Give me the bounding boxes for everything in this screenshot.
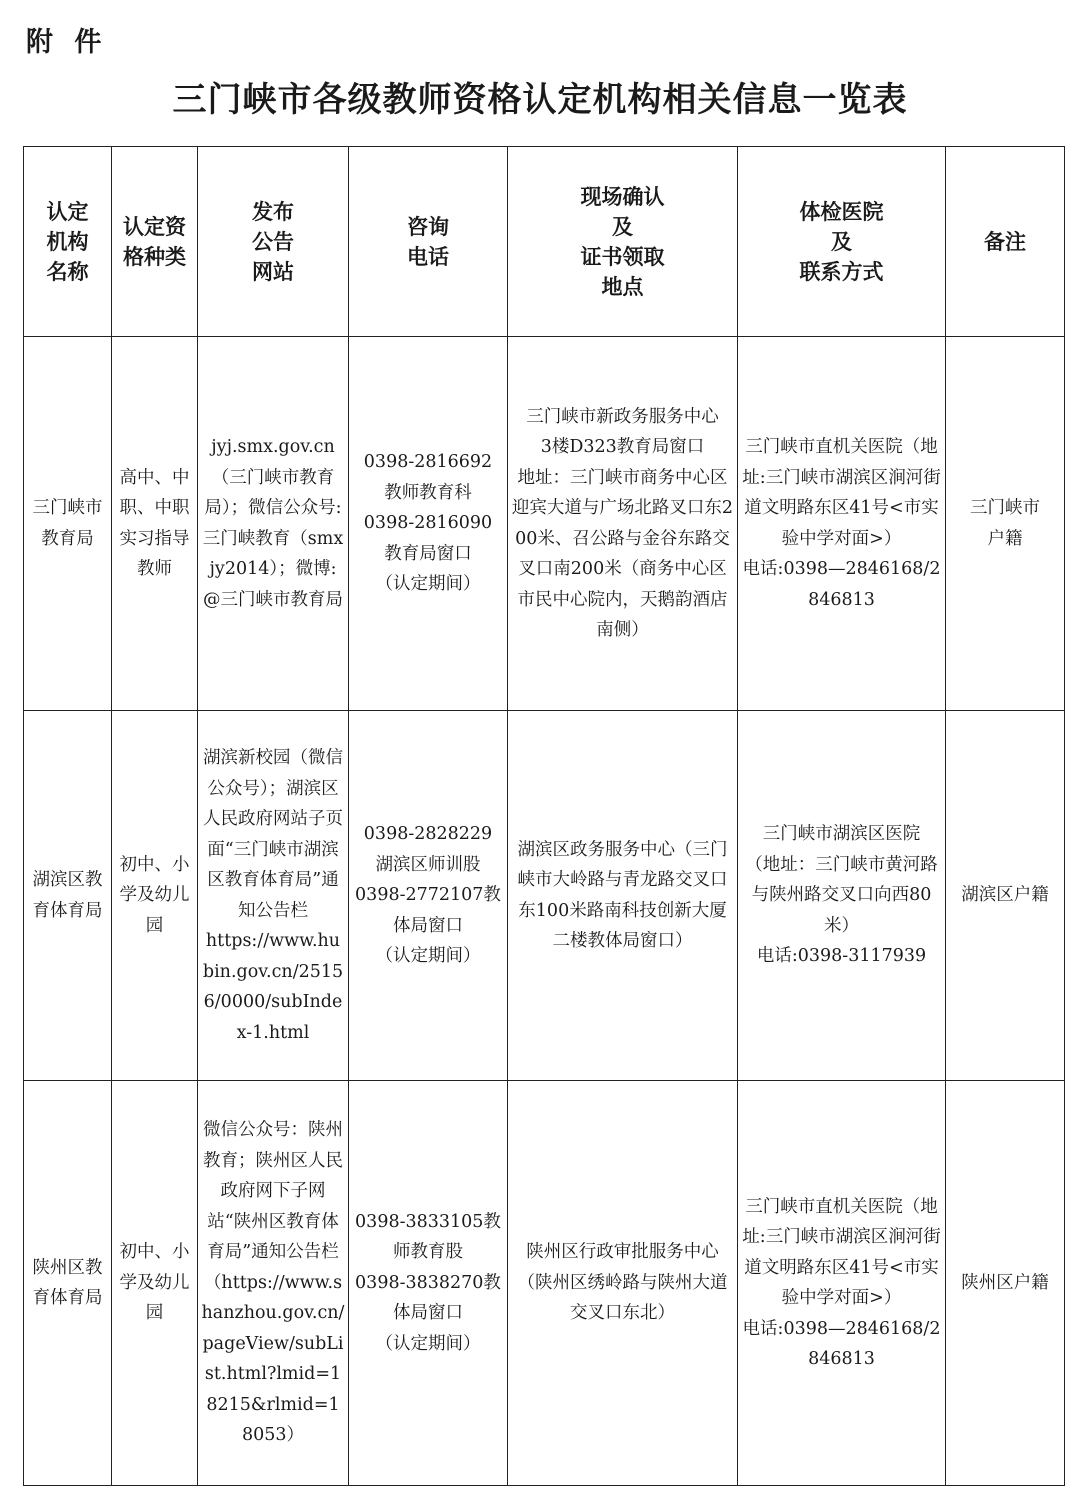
header-remark: 备注 [946, 147, 1065, 337]
table-row [24, 711, 1065, 1081]
table-row [24, 337, 1065, 711]
header-confirmation-location: 现场确认 及 证书领取 地点 [508, 147, 738, 337]
cell-location: 湖滨区政务服务中心（三门峡市大岭路与青龙路交叉口东100米路南科技创新大厦二楼教体局窗口） [508, 711, 738, 1081]
header-consult-phone: 咨询 电话 [349, 147, 508, 337]
cell-category: 初中、小 学及幼儿 园 [112, 711, 198, 1081]
table-row [24, 1081, 1065, 1486]
cell-agency: 湖滨区教 育体育局 [24, 711, 112, 1081]
header-qualification-type: 认定资 格种类 [112, 147, 198, 337]
certification-info-table [23, 146, 1065, 1486]
cell-location: 陕州区行政审批服务中心 （陕州区绣岭路与陕州大道交叉口东北） [508, 1081, 738, 1486]
cell-hospital: 三门峡市直机关医院（地址:三门峡市湖滨区涧河街道文明路东区41号<市实验中学对面>） 电话:0398—2846168/2846813 [738, 1081, 946, 1486]
header-agency-name: 认定 机构 名称 [24, 147, 112, 337]
cell-remark: 陕州区户籍 [946, 1081, 1065, 1486]
cell-phone: 0398-2828229 湖滨区师训股 0398-2772107教体局窗口 （认定期间） [349, 711, 508, 1081]
cell-hospital: 三门峡市直机关医院（地址:三门峡市湖滨区涧河街道文明路东区41号<市实验中学对面>） 电话:0398—2846168/2846813 [738, 337, 946, 711]
cell-remark: 三门峡市 户籍 [946, 337, 1065, 711]
cell-website: 微信公众号：陕州教育；陕州区人民政府网下子网站“陕州区教育体育局”通知公告栏（https://www.shanzhou.gov.cn/pageView/subList.html?lmid=18215&rlmid=18053） [198, 1081, 349, 1486]
attachment-label: 附 件 [26, 27, 108, 58]
cell-remark: 湖滨区户籍 [946, 711, 1065, 1081]
cell-phone: 0398-2816692 教师教育科 0398-2816090 教育局窗口 （认定期间） [349, 337, 508, 711]
cell-category: 初中、小 学及幼儿 园 [112, 1081, 198, 1486]
cell-location: 三门峡市新政务服务中心 3楼D323教育局窗口 地址：三门峡市商务中心区迎宾大道与广场北路叉口东200米、召公路与金谷东路交叉口南200米（商务中心区市民中心院内，天鹅韵酒店南侧） [508, 337, 738, 711]
table-header-row [24, 147, 1065, 337]
cell-agency: 陕州区教 育体育局 [24, 1081, 112, 1486]
cell-category: 高中、中 职、中职 实习指导 教师 [112, 337, 198, 711]
header-notice-website: 发布 公告 网站 [198, 147, 349, 337]
cell-website: 湖滨新校园（微信公众号）；湖滨区人民政府网站子页面“三门峡市湖滨区教育体育局”通知公告栏 https://www.hubin.gov.cn/25156/0000/subIndex-1.html [198, 711, 349, 1081]
header-hospital-contact: 体检医院 及 联系方式 [738, 147, 946, 337]
document-title: 三门峡市各级教师资格认定机构相关信息一览表 [172, 80, 908, 120]
cell-phone: 0398-3833105教师教育股 0398-3838270教体局窗口 （认定期间） [349, 1081, 508, 1486]
cell-website: jyj.smx.gov.cn（三门峡市教育局）；微信公众号:三门峡教育（smxjy2014）；微博:@三门峡市教育局 [198, 337, 349, 711]
cell-hospital: 三门峡市湖滨区医院 （地址：三门峡市黄河路与陕州路交叉口向西80米） 电话:0398-3117939 [738, 711, 946, 1081]
cell-agency: 三门峡市 教育局 [24, 337, 112, 711]
